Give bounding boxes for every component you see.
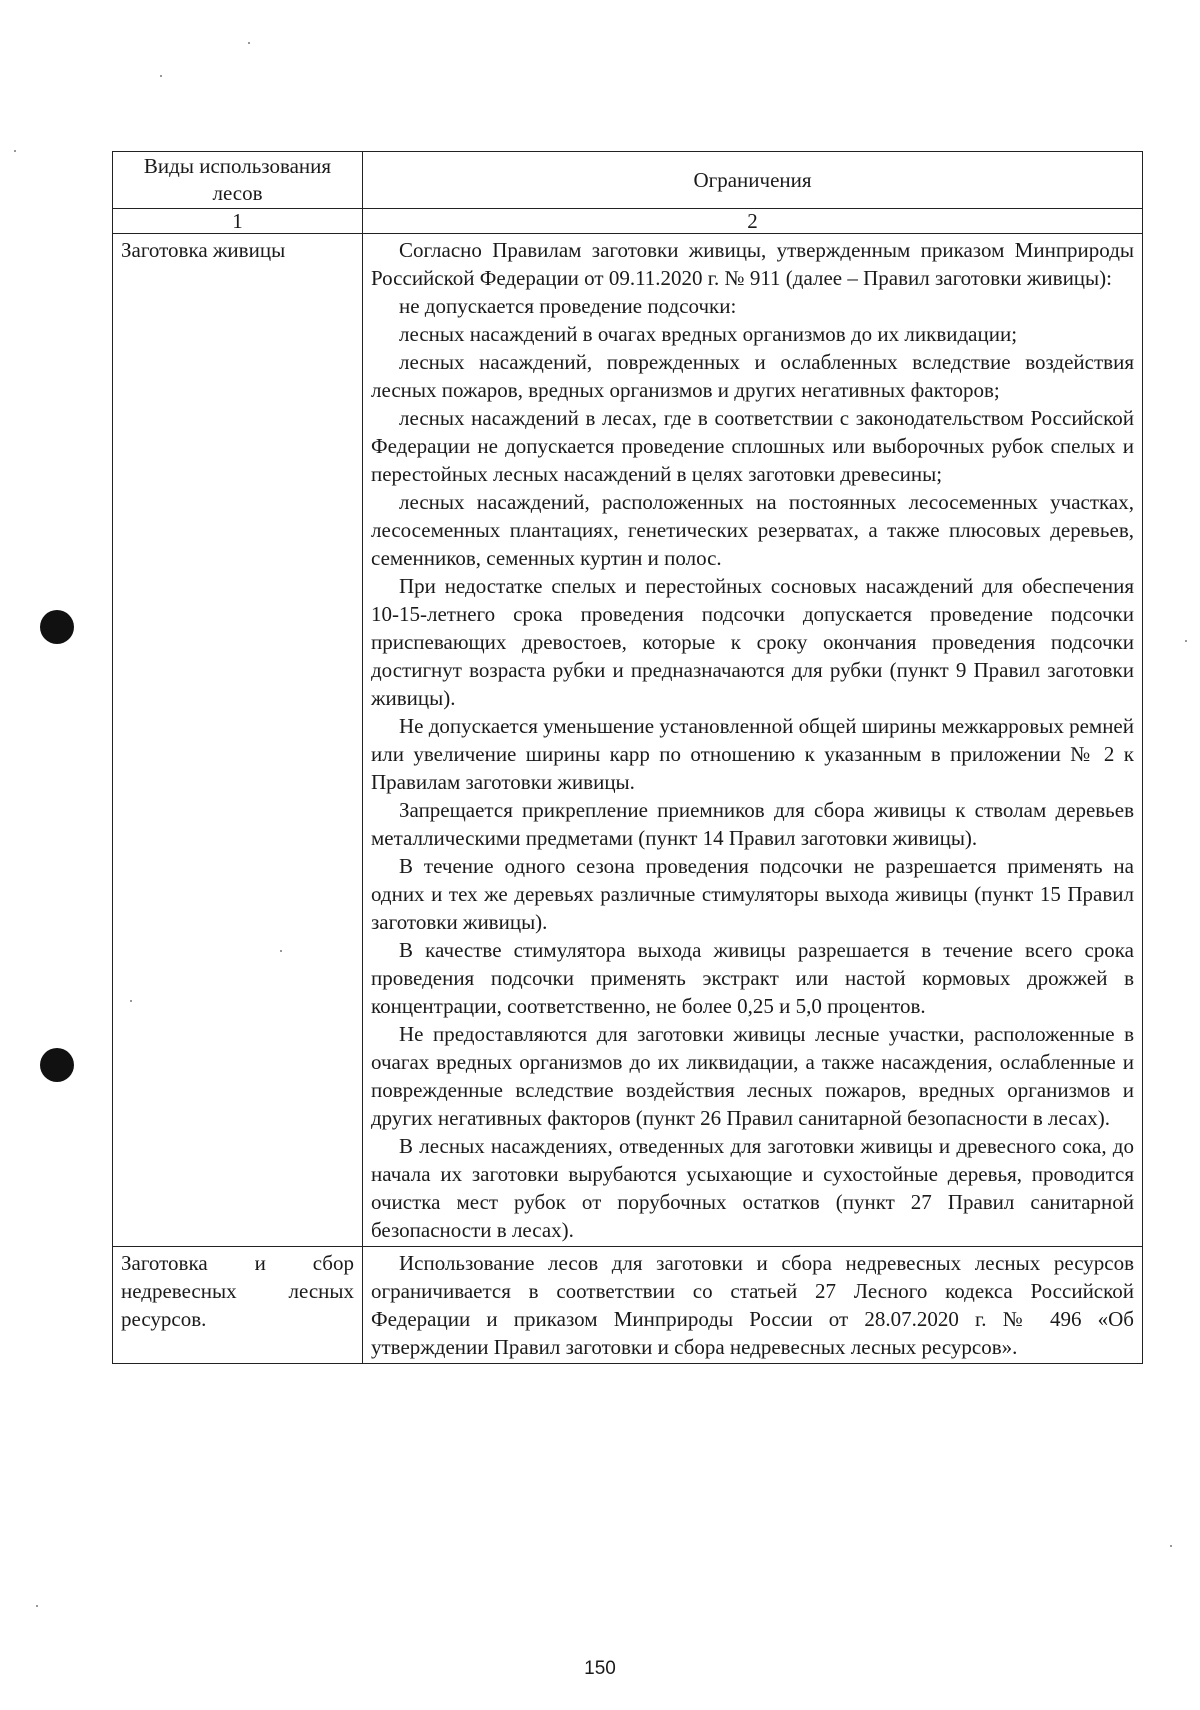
header-restrictions: Ограничения <box>363 152 1143 209</box>
restriction-paragraph: В качестве стимулятора выхода живицы разрешается в течение всего срока проведения подсочки применять экстракт или настой кормовых дрожжей в концентрации, соответственно, не более 0,25 и 5,0 процентов. <box>371 938 1134 1018</box>
restriction-paragraph: лесных насаждений в лесах, где в соответствии с законодательством Российской Федерации не допускается проведение сплошных или выборочных рубок спелых и перестойных лесных насаждений в целях заготовки древесины; <box>371 406 1134 486</box>
restriction-paragraph: В течение одного сезона проведения подсочки не разрешается применять на одних и тех же деревьях различные стимуляторы выхода живицы (пункт 15 Правил заготовки живицы). <box>371 854 1134 934</box>
table-header-row <box>113 152 1143 209</box>
forest-use-type: Заготовка живицы <box>113 234 363 1247</box>
scan-speck <box>280 950 282 952</box>
restriction-paragraph: лесных насаждений, расположенных на постоянных лесосеменных участках, лесосеменных плантациях, генетических резерватах, а также плюсовых деревьев, семенников, семенных куртин и полос. <box>371 490 1134 570</box>
restriction-paragraph: Не предоставляются для заготовки живицы лесные участки, расположенные в очагах вредных организмов до их ликвидации, а также насаждения, ослабленные и поврежденные вследствие воздействия лесных пожаров, вредных организмов и других негативных факторов (пункт 26 Правил санитарной безопасности в лесах). <box>371 1022 1134 1130</box>
restriction-paragraph: При недостатке спелых и перестойных сосновых насаждений для обеспечения 10-15-летнего срока проведения подсочки допускается проведение подсочки приспевающих древостоев, которые к сроку окончания проведения подсочки достигнут возраста рубки и предназначаются для рубки (пункт 9 Правил заготовки живицы). <box>371 574 1134 710</box>
restriction-paragraph: Запрещается прикрепление приемников для сбора живицы к стволам деревьев металлическими предметами (пункт 14 Правил заготовки живицы). <box>371 798 1134 850</box>
restriction-paragraph: Согласно Правилам заготовки живицы, утвержденным приказом Минприроды Российской Федерации от 09.11.2020 г. № 911 (далее – Правил заготовки живицы): <box>371 238 1134 290</box>
scan-speck <box>1170 1545 1172 1547</box>
restriction-paragraph: В лесных насаждениях, отведенных для заготовки живицы и древесного сока, до начала их заготовки вырубаются усыхающие и сухостойные деревья, проводится очистка мест рубок от порубочных остатков (пункт 27 Правил санитарной безопасности в лесах). <box>371 1134 1134 1242</box>
table-number-row <box>113 209 1143 234</box>
restriction-paragraph: не допускается проведение подсочки: <box>399 294 737 318</box>
restriction-paragraph: Не допускается уменьшение установленной общей ширины межкарровых ремней или увеличение ширины карр по отношению к указанным в приложении № 2 к Правилам заготовки живицы. <box>371 714 1134 794</box>
column-number-2: 2 <box>363 209 1143 234</box>
column-number-1: 1 <box>113 209 363 234</box>
scan-speck <box>248 42 250 44</box>
restriction-paragraph: лесных насаждений, поврежденных и ослабленных вследствие воздействия лесных пожаров, вредных организмов и других негативных факторов; <box>371 350 1134 402</box>
restrictions-cell <box>363 234 1143 1247</box>
scan-speck <box>36 1605 38 1607</box>
scan-speck <box>160 75 162 77</box>
table-row <box>113 1247 1143 1364</box>
punch-hole-mark <box>40 1048 74 1082</box>
page-number: 150 <box>584 1658 616 1679</box>
restriction-paragraph: лесных насаждений в очагах вредных организмов до их ликвидации; <box>399 322 1018 346</box>
restrictions-table <box>112 151 1143 1364</box>
restrictions-cell <box>363 1247 1143 1364</box>
forest-use-type: Заготовка и сбор недревесных лесных ресурсов. <box>113 1247 363 1364</box>
restriction-paragraph: Использование лесов для заготовки и сбора недревесных лесных ресурсов ограничивается в соответствии со статьей 27 Лесного кодекса Российской Федерации и приказом Минприроды России от 28.07.2020 г. № 496 «Об утверждении Правил заготовки и сбора недревесных лесных ресурсов». <box>371 1251 1134 1359</box>
scan-speck <box>1185 640 1187 642</box>
header-forest-use-types: Виды использования лесов <box>113 152 363 209</box>
scan-speck <box>130 1000 132 1002</box>
punch-hole-mark <box>40 610 74 644</box>
scan-speck <box>14 150 16 152</box>
table-row <box>113 234 1143 1247</box>
